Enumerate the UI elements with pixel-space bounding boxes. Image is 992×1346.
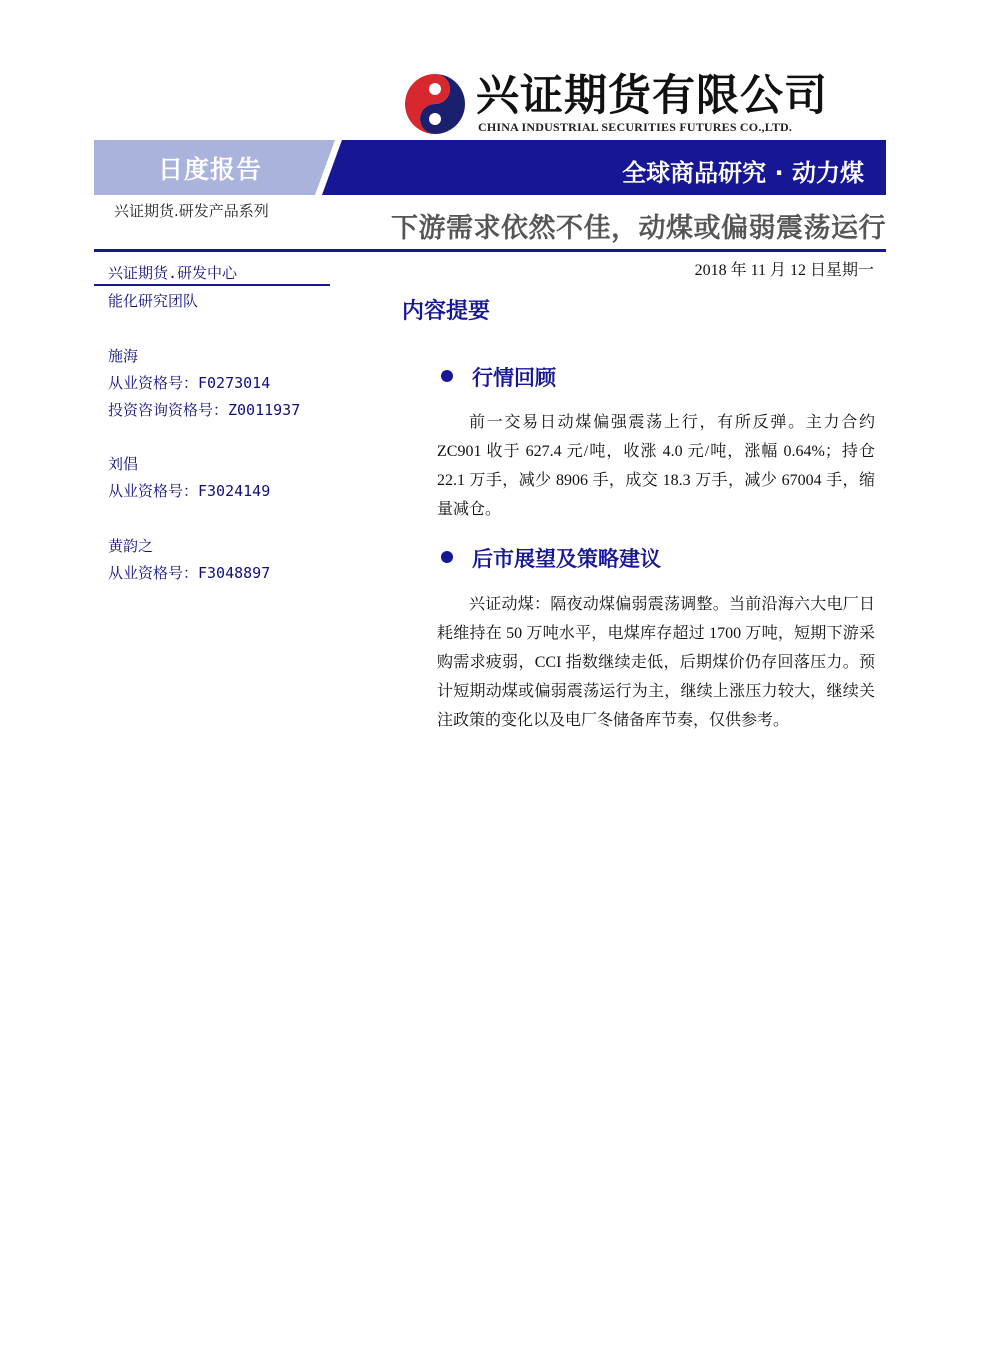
sector-title: 全球商品研究 · 动力煤 [622,159,864,187]
company-name-cn: 兴证期货有限公司 [476,71,828,121]
analyst-name: 刘倡 [108,455,139,473]
header-divider [94,249,886,252]
report-date: 2018 年 11 月 12 日星期一 [694,262,874,279]
bullet-icon [441,370,453,382]
series-label: 兴证期货.研发产品系列 [114,202,269,220]
banner-divider [310,140,370,195]
report-type-label: 日度报告 [158,155,263,184]
section-title-outlook: 后市展望及策略建议 [472,547,661,571]
analyst-license: 从业资格号：F3048897 [108,564,271,582]
analyst-name: 施海 [108,347,139,365]
department: 兴证期货.研发中心 [108,264,238,282]
analyst-license: 从业资格号：F0273014 [108,374,271,392]
section-body-review: 前一交易日动煤偏强震荡上行，有所反弹。主力合约 ZC901 收于 627.4 元/吨，收涨 4.0 元/吨，涨幅 0.64%；持仓 22.1 万手，减少 8906 手，成交 18.3 万手，减少 67004 手，缩量减仓。 [437,414,875,518]
yin-yang-logo-icon [403,72,467,136]
analyst-name: 黄韵之 [108,537,154,555]
analyst-license: 从业资格号：F3024149 [108,482,271,500]
section-title-review: 行情回顾 [472,366,556,390]
headline: 下游需求依然不佳，动煤或偏弱震荡运行 [391,213,886,244]
bullet-icon [441,551,453,563]
company-name-en: CHINA INDUSTRIAL SECURITIES FUTURES CO.,LTD. [478,120,793,134]
summary-heading: 内容提要 [402,299,491,324]
team-name: 能化研究团队 [108,292,199,310]
section-body-outlook: 兴证动煤：隔夜动煤偏弱震荡调整。当前沿海六大电厂日耗维持在 50 万吨水平，电煤库存超过 1700 万吨，短期下游采购需求疲弱，CCI 指数继续走低，后期煤价仍存回落压力。预计短期动煤或偏弱震荡运行为主，继续上涨压力较大，继续关注政策的变化以及电厂冬储备库节奏，仅供参考。 [437,596,875,729]
sidebar-divider [94,284,330,286]
analyst-license: 投资咨询资格号：Z0011937 [108,401,301,419]
